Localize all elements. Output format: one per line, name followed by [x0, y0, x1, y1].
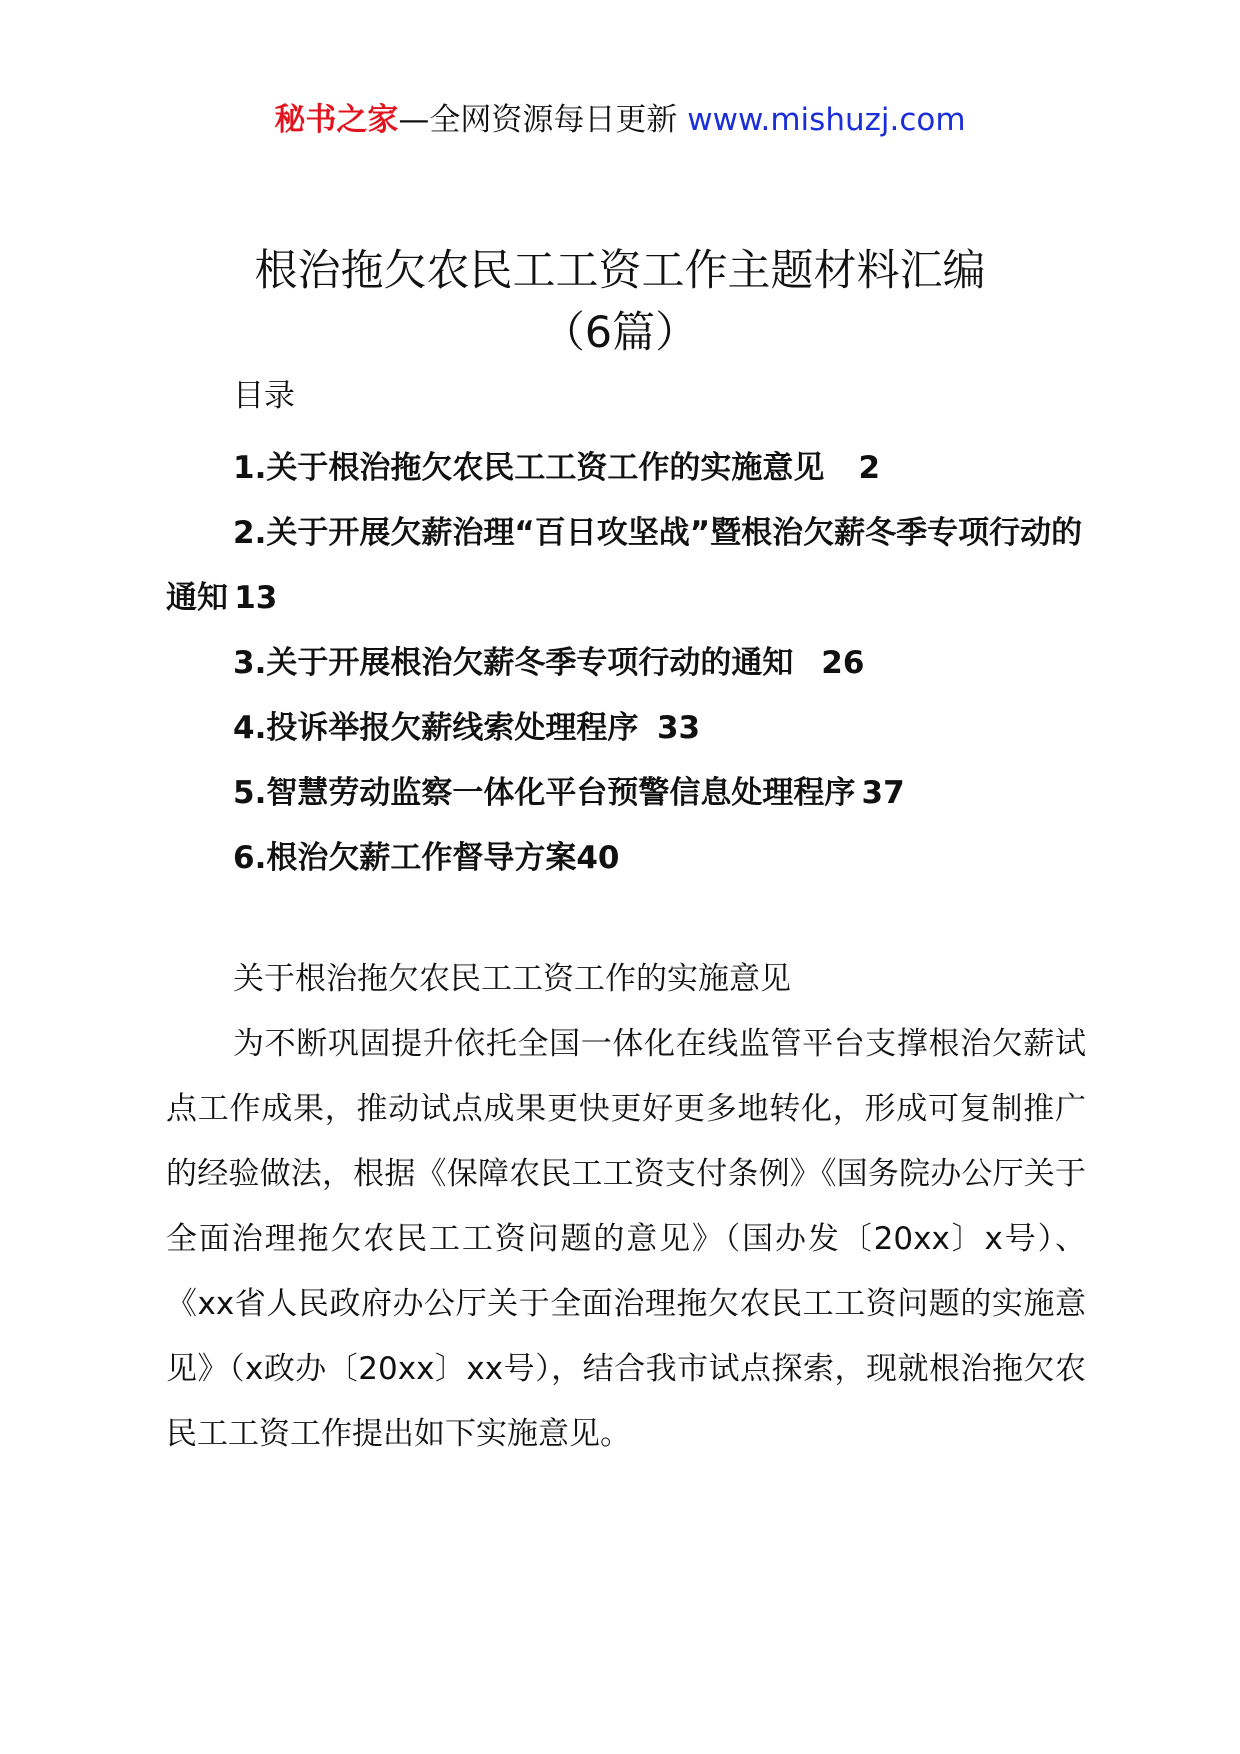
toc-item-label: 4.投诉举报欠薪线索处理程序	[233, 710, 639, 746]
toc-item-3[interactable]	[166, 631, 1086, 696]
toc-item-page: 26	[821, 645, 865, 681]
toc-item-6[interactable]	[166, 826, 1086, 891]
document-title-line2: （6篇）	[541, 308, 699, 358]
site-url-link[interactable]: www.mishuzj.com	[687, 102, 966, 138]
document-title-line1: 根治拖欠农民工工资工作主题材料汇编	[254, 246, 986, 296]
document-title	[0, 240, 1240, 364]
section-title: 关于根治拖欠农民工工资工作的实施意见	[233, 961, 791, 997]
toc-item-label: 6.根治欠薪工作督导方案	[233, 840, 577, 876]
toc-item-label: 5.智慧劳动监察一体化平台预警信息处理程序	[233, 775, 856, 811]
toc-item-4[interactable]	[166, 696, 1086, 761]
toc-item-label: 3.关于开展根治欠薪冬季专项行动的通知	[233, 645, 794, 681]
header-banner	[0, 98, 1240, 142]
brand-name: 秘书之家	[274, 102, 399, 138]
toc-item-1[interactable]	[166, 436, 1086, 501]
toc-item-label: 1.关于根治拖欠农民工工资工作的实施意见	[233, 450, 825, 486]
table-of-contents	[166, 436, 1086, 891]
body-paragraph: 为不断巩固提升依托全国一体化在线监管平台支撑根治欠薪试点工作成果，推动试点成果更快更好更多地转化，形成可复制推广的经验做法，根据《保障农民工工资支付条例》《国务院办公厅关于全面治理拖欠农民工工资问题的意见》（国办发〔20xx〕x号）、《xx省人民政府办公厅关于全面治理拖欠农民工工资问题的实施意见》（x政办〔20xx〕xx号），结合我市试点探索，现就根治拖欠农民工工资工作提出如下实施意见。	[166, 1026, 1086, 1452]
toc-heading: 目录	[233, 378, 295, 414]
toc-item-page: 2	[858, 450, 881, 486]
toc-item-page: 13	[234, 580, 278, 616]
toc-item-2[interactable]	[166, 501, 1086, 631]
header-tagline: —全网资源每日更新	[398, 102, 678, 138]
toc-item-5[interactable]	[166, 761, 1086, 826]
toc-item-label: 2.关于开展欠薪治理“百日攻坚战”暨根治欠薪冬季专项行动的通知	[166, 515, 1083, 616]
toc-item-page: 37	[861, 775, 905, 811]
toc-item-page: 40	[576, 840, 620, 876]
body-section	[166, 947, 1086, 1467]
toc-item-page: 33	[656, 710, 701, 746]
